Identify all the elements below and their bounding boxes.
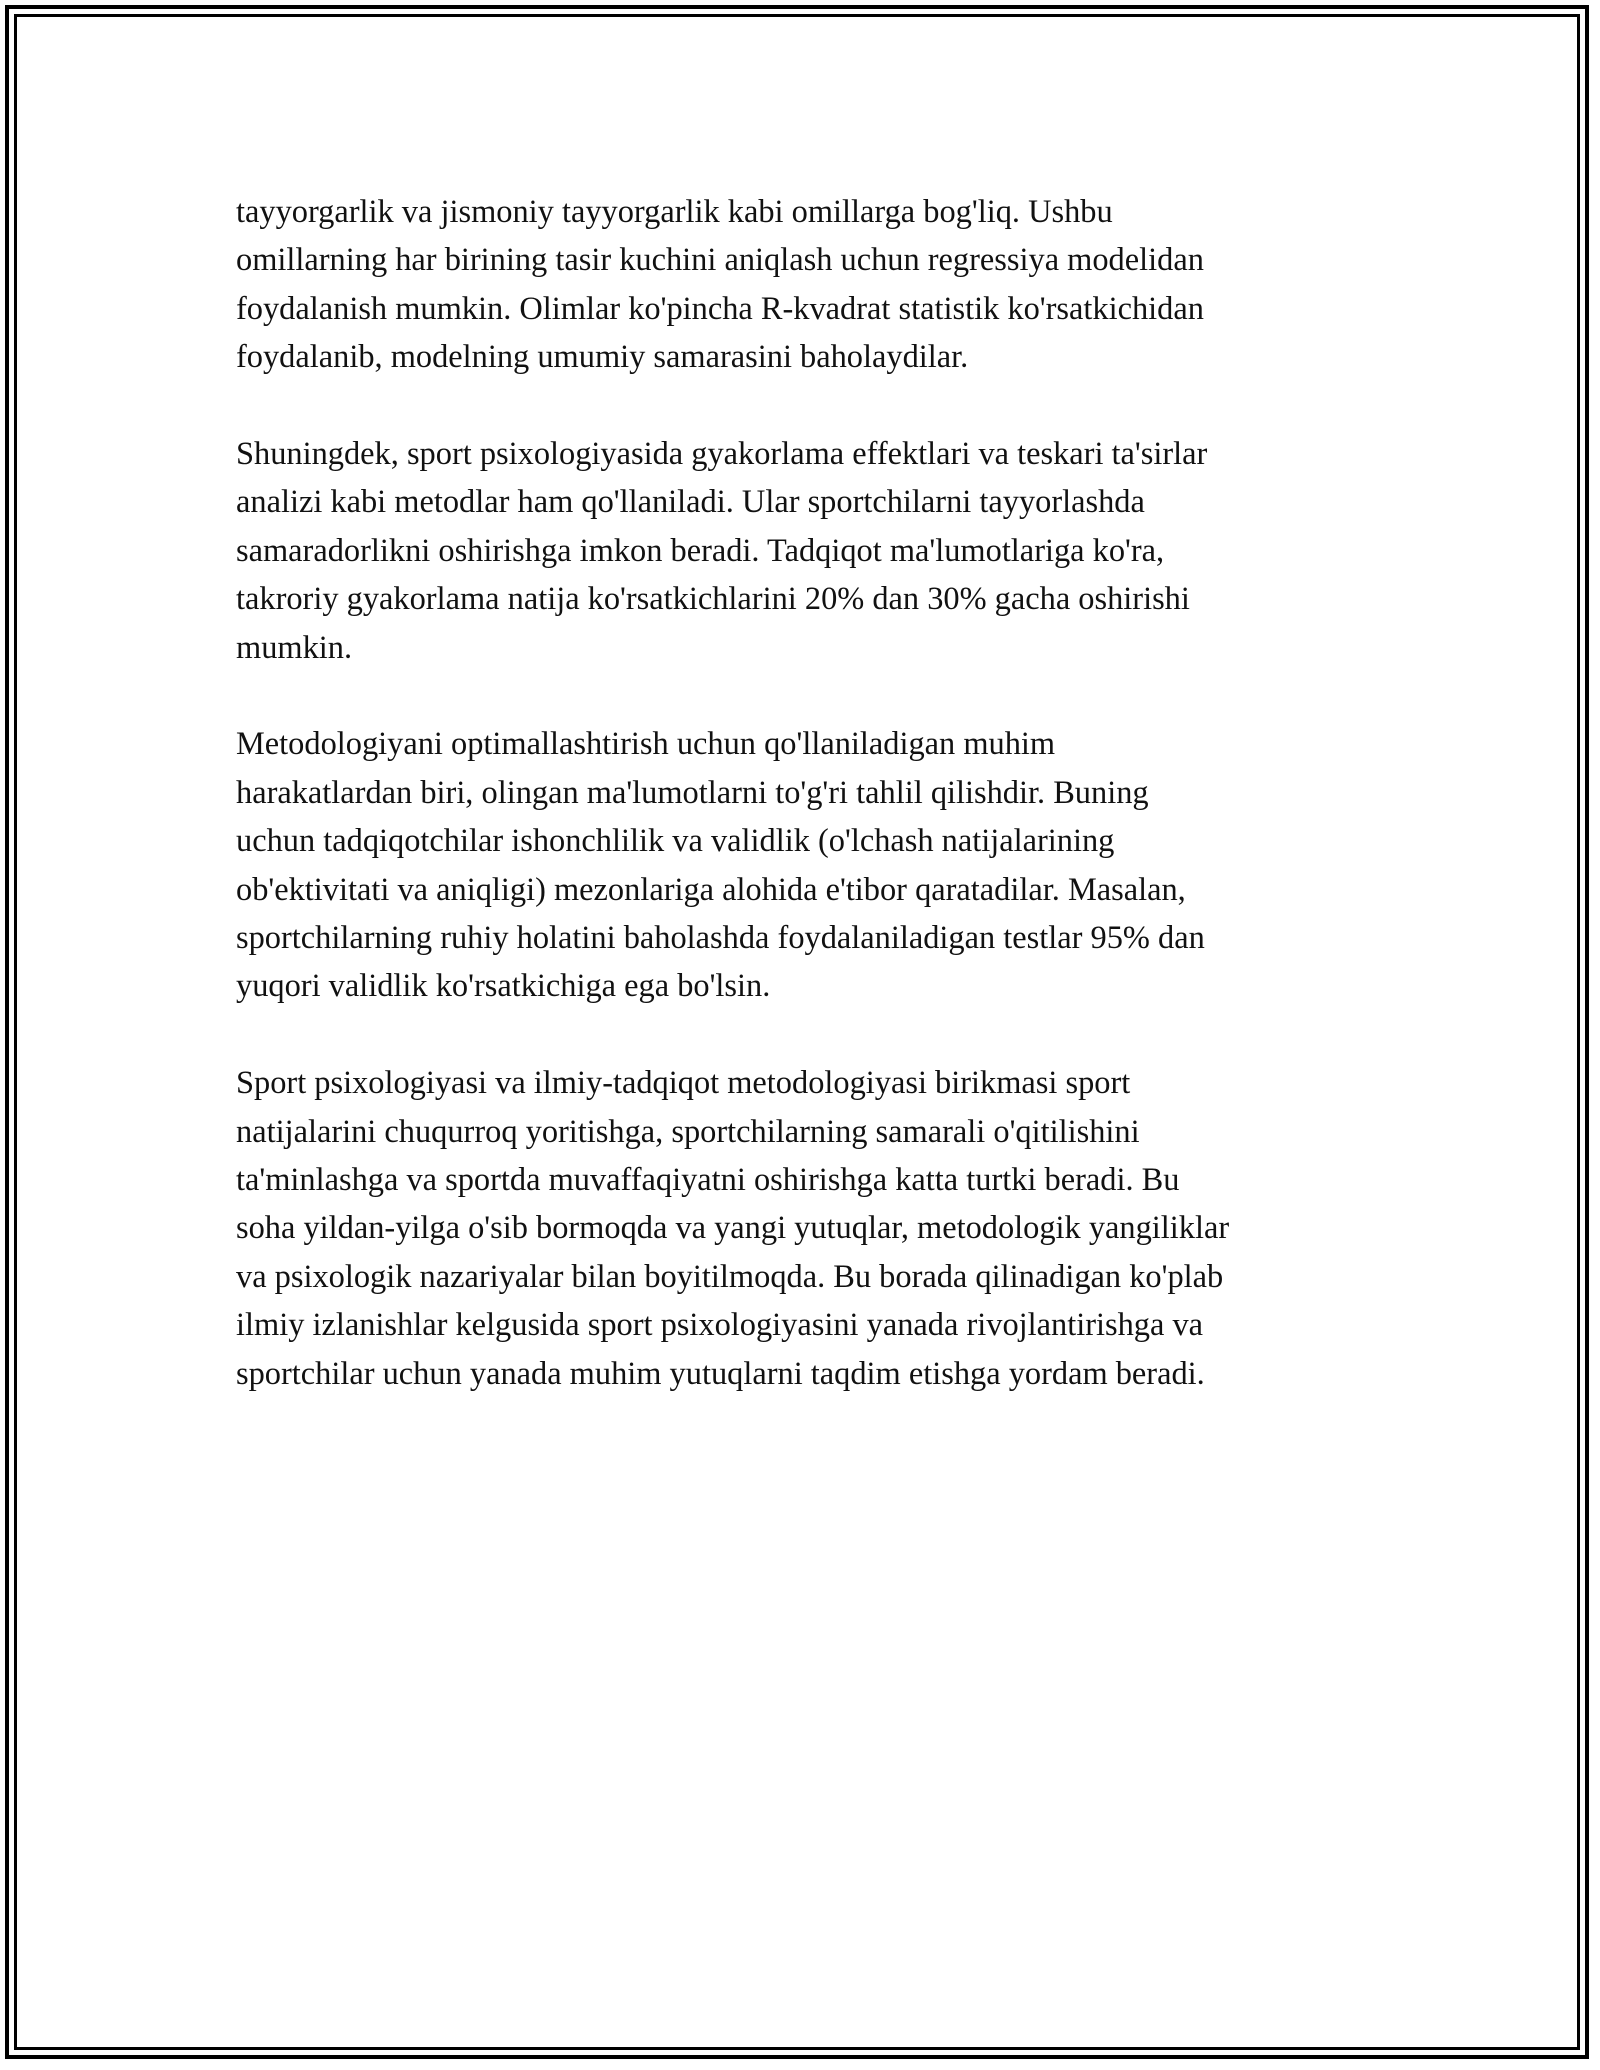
text-line: uchun tadqiqotchilar ishonchlilik va validlik (o'lchash natijalarining (236, 823, 1115, 860)
text-line: yuqori validlik ko'rsatkichiga ega bo'lsin. (236, 968, 771, 1005)
text-line: Shuningdek, sport psixologiyasida gyakorlama effektlari va teskari ta'sirlar (236, 436, 1208, 473)
text-line: ob'ektivitati va aniqligi) mezonlariga alohida e'tibor qaratadilar. Masalan, (236, 871, 1186, 908)
text-line: va psixologik nazariyalar bilan boyitilmoqda. Bu borada qilinadigan ko'plab (236, 1258, 1224, 1295)
text-line: harakatlardan biri, olingan ma'lumotlarni to'g'ri tahlil qilishdir. Buning (236, 774, 1149, 811)
text-line: sportchilar uchun yanada muhim yutuqlarni taqdim etishga yordam beradi. (236, 1355, 1205, 1392)
text-line: mumkin. (236, 629, 353, 666)
paragraph-practice-effects (236, 430, 1366, 672)
document-body (236, 188, 1366, 1447)
text-line: ilmiy izlanishlar kelgusida sport psixologiyasini yanada rivojlantirishga va (236, 1307, 1204, 1344)
paragraph-conclusion (236, 1059, 1366, 1398)
text-line: analizi kabi metodlar ham qo'llaniladi. Ular sportchilarni tayyorlashda (236, 484, 1145, 521)
text-line: Metodologiyani optimallashtirish uchun qo'llaniladigan muhim (236, 726, 1056, 763)
text-line: samaradorlikni oshirishga imkon beradi. Tadqiqot ma'lumotlariga ko'ra, (236, 532, 1165, 569)
text-line: ta'minlashga va sportda muvaffaqiyatni oshirishga katta turtki beradi. Bu (236, 1162, 1180, 1199)
text-line: natijalarini chuqurroq yoritishga, sportchilarning samarali o'qitilishini (236, 1113, 1140, 1150)
text-line: foydalanib, modelning umumiy samarasini baholaydilar. (236, 339, 969, 376)
text-line: sportchilarning ruhiy holatini baholashda foydalaniladigan testlar 95% dan (236, 920, 1205, 957)
paragraph-methodology (236, 720, 1366, 1010)
text-line: tayyorgarlik va jismoniy tayyorgarlik kabi omillarga bog'liq. Ushbu (236, 194, 1113, 230)
text-line: soha yildan-yilga o'sib bormoqda va yangi yutuqlar, metodologik yangiliklar (236, 1210, 1230, 1247)
text-line: omillarning har birining tasir kuchini aniqlash uchun regressiya modelidan (236, 242, 1204, 279)
text-line: takroriy gyakorlama natija ko'rsatkichlarini 20% dan 30% gacha oshirishi (236, 581, 1190, 618)
text-line: foydalanish mumkin. Olimlar ko'pincha R-kvadrat statistik ko'rsatkichidan (236, 290, 1204, 327)
paragraph-regression (236, 188, 1366, 382)
text-line: Sport psixologiyasi va ilmiy-tadqiqot metodologiyasi birikmasi sport (236, 1065, 1131, 1102)
